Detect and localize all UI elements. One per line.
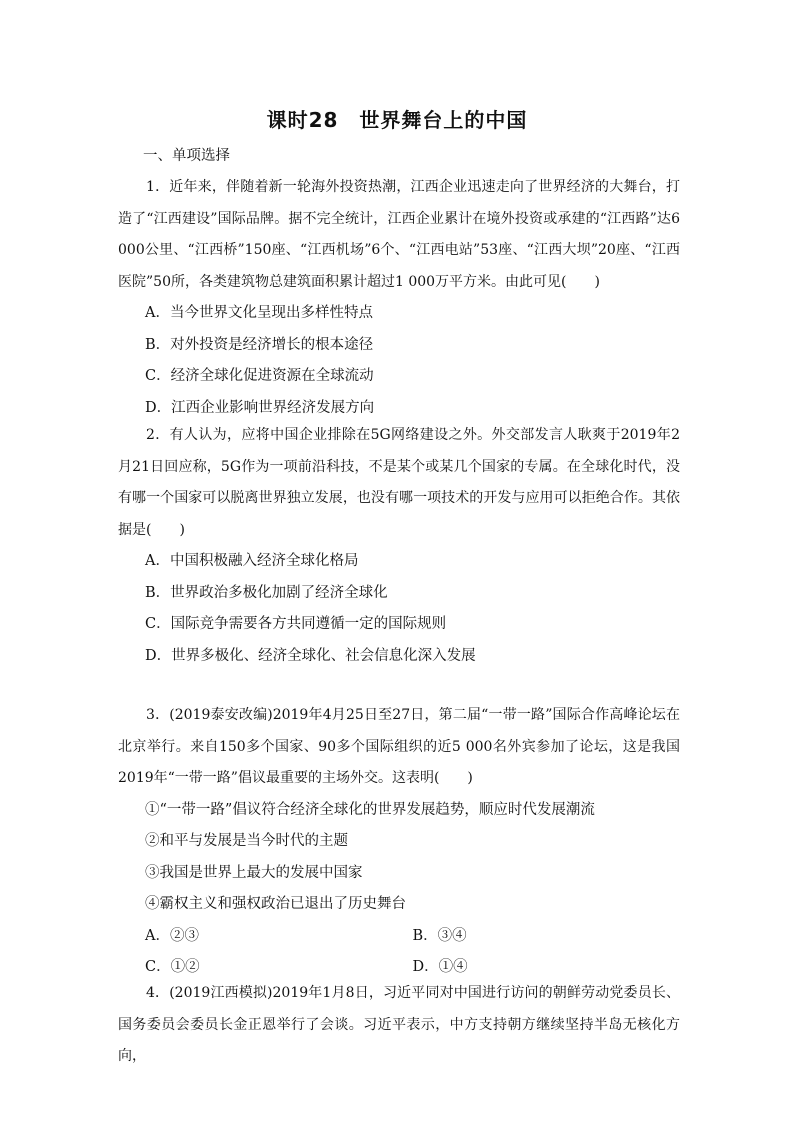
question-stem: 4．(2019江西模拟)2019年1月8日，习近平同对中国进行访问的朝鲜劳动党委员长、国务委员会委员长金正恩举行了会谈。习近平表示，中方支持朝方继续坚持半岛无核化方向，: [118, 985, 680, 1064]
question-1: [118, 172, 680, 424]
option-b: B．③④: [412, 927, 467, 944]
option-b: B．世界政治多极化加剧了经济全球化: [145, 584, 388, 601]
question-stem: 1．近年来，伴随着新一轮海外投资热潮，江西企业迅速走向了世界经济的大舞台，打造了“江西建设”国际品牌。据不完全统计，江西企业累计在境外投资或承建的“江西路”达6 000公里、“江西桥”150座、“江西机场”6个、“江西电站”53座、“江西大坝”20座、“江西医院”50所，各类建筑物总建筑面积累计超过1 000万平方米。由此可见( ): [118, 179, 680, 290]
option-d: D．世界多极化、经济全球化、社会信息化深入发展: [145, 647, 476, 664]
option-row: [118, 921, 680, 953]
option-b: B．对外投资是经济增长的根本途径: [145, 336, 374, 353]
option-a: A．中国积极融入经济全球化格局: [145, 553, 359, 569]
option-c: C．经济全球化促进资源在全球流动: [145, 368, 374, 384]
option-a: A．当今世界文化呈现出多样性特点: [145, 305, 373, 321]
question-3: [118, 700, 680, 984]
option-d: D．江西企业影响世界经济发展方向: [145, 399, 375, 416]
page-title: 课时28 世界舞台上的中国: [266, 108, 528, 132]
statement-2: ②和平与发展是当今时代的主题: [145, 833, 348, 849]
question-2: [118, 420, 680, 672]
statement-4: ④霸权主义和强权政治已退出了历史舞台: [145, 896, 406, 912]
section-heading: 一、单项选择: [143, 148, 230, 164]
statement-1: ①“一带一路”倡议符合经济全球化的世界发展趋势，顺应时代发展潮流: [145, 801, 595, 818]
option-a: A．②③: [145, 927, 199, 944]
question-4: [118, 978, 680, 1073]
question-stem: 2．有人认为，应将中国企业排除在5G网络建设之外。外交部发言人耿爽于2019年2月21日回应称，5G作为一项前沿科技，不是某个或某几个国家的专属。在全球化时代，没有哪一个国家可以脱离世界独立发展，也没有哪一项技术的开发与应用可以拒绝合作。其依据是( ): [118, 427, 680, 538]
question-stem: 3．(2019泰安改编)2019年4月25日至27日，第二届“一带一路”国际合作高峰论坛在北京举行。来自150多个国家、90多个国际组织的近5 000名外宾参加了论坛，这是我国2019年“一带一路”倡议最重要的主场外交。这表明( ): [118, 707, 680, 786]
statement-3: ③我国是世界上最大的发展中国家: [145, 864, 363, 881]
option-d: D．①④: [412, 959, 468, 975]
option-c: C．国际竞争需要各方共同遵循一定的国际规则: [145, 616, 447, 632]
option-c: C．①②: [145, 959, 200, 975]
